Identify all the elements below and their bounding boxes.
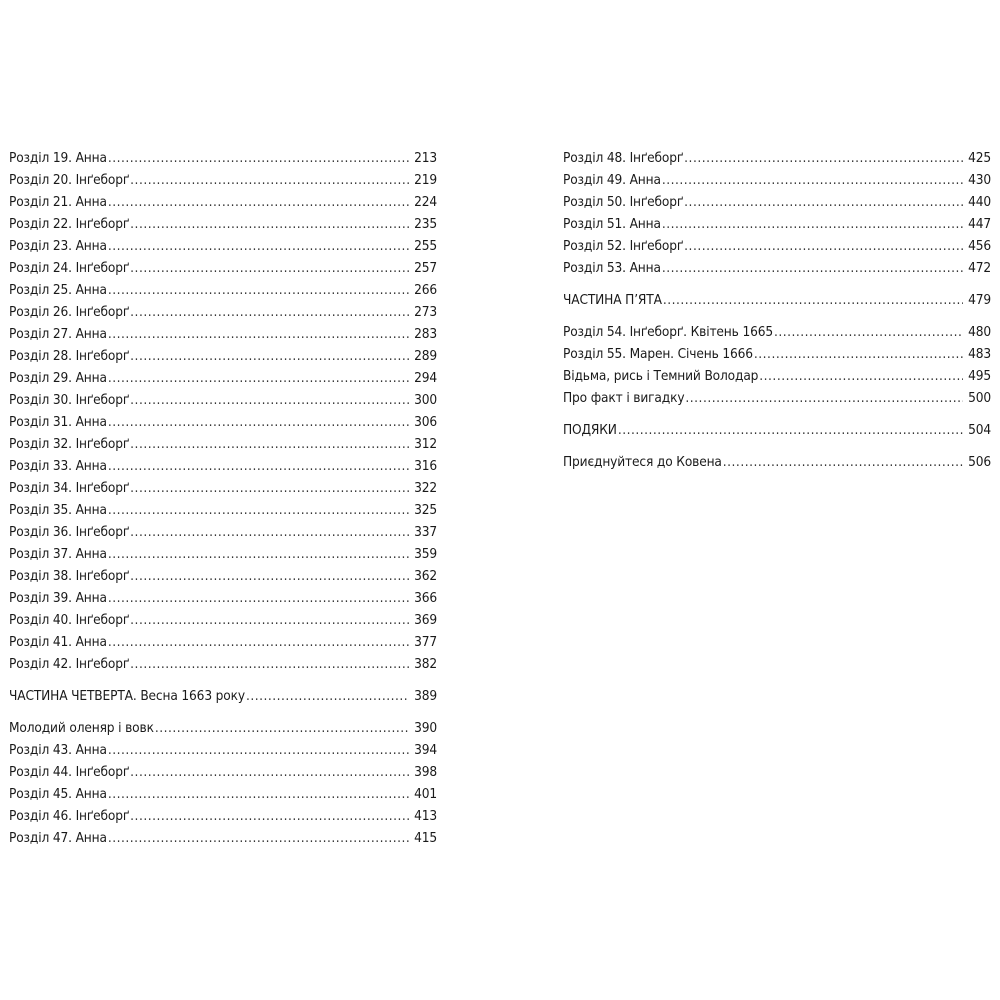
toc-leader-dots — [108, 455, 409, 477]
toc-entry — [9, 169, 437, 191]
toc-entry — [9, 367, 437, 389]
toc-entry-page: 300 — [414, 392, 437, 408]
toc-leader-dots — [130, 213, 409, 235]
toc-entry — [9, 565, 437, 587]
toc-entry-title: Розділ 34. Інґеборґ — [9, 480, 130, 496]
toc-list-right — [563, 147, 991, 473]
toc-entry-title: Розділ 36. Інґеборґ — [9, 524, 130, 540]
toc-entry-title: Розділ 32. Інґеборґ — [9, 436, 130, 452]
toc-entry-page: 322 — [414, 480, 437, 496]
toc-entry-page: 398 — [414, 764, 437, 780]
toc-entry-title: Розділ 30. Інґеборґ — [9, 392, 130, 408]
toc-leader-dots — [108, 147, 409, 169]
toc-part-heading — [9, 685, 437, 707]
toc-entry — [9, 323, 437, 345]
toc-entry-title: Розділ 20. Інґеборґ — [9, 172, 130, 188]
toc-entry-page: 506 — [968, 454, 991, 470]
toc-entry-title: Про факт і вигадку — [563, 390, 685, 406]
toc-leader-dots — [662, 169, 963, 191]
toc-entry-title: Розділ 25. Анна — [9, 282, 107, 298]
toc-entry — [9, 301, 437, 323]
toc-entry-title: Розділ 51. Анна — [563, 216, 661, 232]
toc-entry-page: 413 — [414, 808, 437, 824]
toc-entry-page: 257 — [414, 260, 437, 276]
toc-leader-dots — [108, 367, 409, 389]
toc-leader-dots — [130, 257, 409, 279]
toc-entry-title: Розділ 41. Анна — [9, 634, 107, 650]
toc-entry — [9, 213, 437, 235]
toc-entry-page: 495 — [968, 368, 991, 384]
toc-entry-title: Розділ 29. Анна — [9, 370, 107, 386]
toc-entry-page: 440 — [968, 194, 991, 210]
right-page — [563, 0, 991, 1000]
toc-leader-dots — [108, 235, 409, 257]
toc-leader-dots — [130, 609, 409, 631]
toc-leader-dots — [108, 827, 409, 849]
toc-entry-title: Розділ 35. Анна — [9, 502, 107, 518]
toc-entry-title: Розділ 37. Анна — [9, 546, 107, 562]
toc-leader-dots — [108, 323, 409, 345]
toc-leader-dots — [684, 235, 963, 257]
toc-entry — [563, 213, 991, 235]
toc-entry — [563, 387, 991, 409]
toc-entry-page: 213 — [414, 150, 437, 166]
toc-entry — [563, 147, 991, 169]
toc-entry — [9, 345, 437, 367]
toc-entry-title: Розділ 46. Інґеборґ — [9, 808, 130, 824]
toc-entry-title: ЧАСТИНА ЧЕТВЕРТА. Весна 1663 року — [9, 688, 245, 704]
toc-leader-dots — [108, 587, 409, 609]
toc-leader-dots — [130, 389, 409, 411]
toc-leader-dots — [754, 343, 963, 365]
toc-entry — [9, 147, 437, 169]
toc-leader-dots — [108, 783, 409, 805]
toc-entry-title: Розділ 23. Анна — [9, 238, 107, 254]
toc-entry-page: 312 — [414, 436, 437, 452]
toc-entry-page: 219 — [414, 172, 437, 188]
toc-leader-dots — [108, 411, 409, 433]
toc-entry — [563, 169, 991, 191]
toc-leader-dots — [108, 499, 409, 521]
toc-leader-dots — [130, 169, 409, 191]
toc-entry-title: Розділ 47. Анна — [9, 830, 107, 846]
toc-entry-page: 224 — [414, 194, 437, 210]
toc-entry — [9, 257, 437, 279]
toc-entry — [9, 411, 437, 433]
toc-entry-title: Розділ 44. Інґеборґ — [9, 764, 130, 780]
toc-leader-dots — [663, 289, 963, 311]
toc-leader-dots — [130, 477, 409, 499]
toc-entry-title: Відьма, рись і Темний Володар — [563, 368, 759, 384]
toc-entry-title: ПОДЯКИ — [563, 422, 617, 438]
toc-entry — [9, 631, 437, 653]
toc-entry — [563, 235, 991, 257]
toc-section-heading — [563, 419, 991, 441]
toc-entry-page: 366 — [414, 590, 437, 606]
toc-entry-title: Розділ 26. Інґеборґ — [9, 304, 130, 320]
toc-entry — [9, 717, 437, 739]
toc-leader-dots — [108, 543, 409, 565]
toc-entry-page: 337 — [414, 524, 437, 540]
toc-entry-title: Розділ 31. Анна — [9, 414, 107, 430]
toc-entry-title: Розділ 53. Анна — [563, 260, 661, 276]
toc-entry-title: Розділ 50. Інґеборґ — [563, 194, 684, 210]
toc-entry-title: Розділ 33. Анна — [9, 458, 107, 474]
toc-entry-title: Розділ 52. Інґеборґ — [563, 238, 684, 254]
toc-entry-page: 447 — [968, 216, 991, 232]
toc-leader-dots — [130, 805, 409, 827]
toc-entry-title: Розділ 43. Анна — [9, 742, 107, 758]
toc-leader-dots — [130, 521, 409, 543]
toc-entry-title: Розділ 19. Анна — [9, 150, 107, 166]
toc-entry — [9, 455, 437, 477]
toc-entry-page: 425 — [968, 150, 991, 166]
toc-entry-page: 390 — [414, 720, 437, 736]
toc-entry-title: Розділ 28. Інґеборґ — [9, 348, 130, 364]
toc-entry — [9, 805, 437, 827]
toc-entry-page: 369 — [414, 612, 437, 628]
toc-leader-dots — [685, 387, 963, 409]
toc-entry-title: Розділ 21. Анна — [9, 194, 107, 210]
toc-entry-page: 500 — [968, 390, 991, 406]
toc-entry-title: Розділ 45. Анна — [9, 786, 107, 802]
toc-entry-page: 255 — [414, 238, 437, 254]
toc-entry-page: 401 — [414, 786, 437, 802]
toc-entry — [9, 739, 437, 761]
toc-entry-title: Розділ 24. Інґеборґ — [9, 260, 130, 276]
toc-entry-page: 359 — [414, 546, 437, 562]
toc-entry-page: 273 — [414, 304, 437, 320]
toc-entry-page: 294 — [414, 370, 437, 386]
toc-leader-dots — [774, 321, 963, 343]
toc-leader-dots — [130, 565, 409, 587]
toc-leader-dots — [662, 213, 963, 235]
toc-entry-page: 377 — [414, 634, 437, 650]
toc-entry — [563, 257, 991, 279]
toc-entry-title: Розділ 27. Анна — [9, 326, 107, 342]
toc-entry-title: Розділ 49. Анна — [563, 172, 661, 188]
toc-entry-title: Розділ 42. Інґеборґ — [9, 656, 130, 672]
toc-entry-title: Розділ 48. Інґеборґ — [563, 150, 684, 166]
toc-entry-title: Молодий оленяр і вовк — [9, 720, 154, 736]
toc-entry-title: Розділ 55. Марен. Січень 1666 — [563, 346, 753, 362]
toc-leader-dots — [108, 739, 409, 761]
toc-leader-dots — [130, 433, 409, 455]
left-page — [9, 0, 437, 1000]
toc-entry — [9, 499, 437, 521]
toc-entry — [563, 321, 991, 343]
toc-leader-dots — [618, 419, 963, 441]
toc-entry — [9, 761, 437, 783]
toc-list-left — [9, 147, 437, 849]
toc-entry-page: 283 — [414, 326, 437, 342]
toc-leader-dots — [155, 717, 409, 739]
toc-leader-dots — [684, 191, 963, 213]
toc-entry-page: 382 — [414, 656, 437, 672]
toc-entry-page: 456 — [968, 238, 991, 254]
toc-entry-page: 362 — [414, 568, 437, 584]
toc-entry-page: 389 — [414, 688, 437, 704]
toc-entry — [9, 235, 437, 257]
toc-entry — [563, 191, 991, 213]
toc-entry-title: Розділ 38. Інґеборґ — [9, 568, 130, 584]
toc-leader-dots — [130, 345, 409, 367]
toc-entry-page: 325 — [414, 502, 437, 518]
toc-entry-page: 316 — [414, 458, 437, 474]
toc-leader-dots — [130, 761, 409, 783]
toc-leader-dots — [662, 257, 963, 279]
toc-entry-page: 415 — [414, 830, 437, 846]
toc-part-heading — [563, 289, 991, 311]
toc-entry — [9, 653, 437, 675]
toc-entry — [9, 191, 437, 213]
toc-entry-title: ЧАСТИНА П’ЯТА — [563, 292, 662, 308]
toc-leader-dots — [108, 191, 409, 213]
toc-leader-dots — [723, 451, 963, 473]
toc-leader-dots — [759, 365, 963, 387]
toc-entry-page: 394 — [414, 742, 437, 758]
toc-entry-page: 306 — [414, 414, 437, 430]
toc-entry — [9, 543, 437, 565]
toc-entry — [9, 827, 437, 849]
toc-leader-dots — [246, 685, 409, 707]
toc-entry — [9, 279, 437, 301]
toc-entry-title: Розділ 40. Інґеборґ — [9, 612, 130, 628]
toc-entry — [563, 343, 991, 365]
toc-entry — [9, 389, 437, 411]
toc-entry-page: 504 — [968, 422, 991, 438]
toc-entry — [563, 365, 991, 387]
toc-entry-page: 235 — [414, 216, 437, 232]
toc-entry-title: Розділ 54. Інґеборґ. Квітень 1665 — [563, 324, 773, 340]
toc-entry-title: Приєднуйтеся до Ковена — [563, 454, 722, 470]
toc-entry-title: Розділ 22. Інґеборґ — [9, 216, 130, 232]
toc-entry-page: 289 — [414, 348, 437, 364]
toc-leader-dots — [684, 147, 963, 169]
toc-leader-dots — [108, 279, 409, 301]
toc-entry-title: Розділ 39. Анна — [9, 590, 107, 606]
toc-entry — [9, 477, 437, 499]
toc-entry — [9, 433, 437, 455]
toc-entry-page: 483 — [968, 346, 991, 362]
toc-entry-page: 266 — [414, 282, 437, 298]
toc-leader-dots — [108, 631, 409, 653]
toc-entry-page: 479 — [968, 292, 991, 308]
toc-leader-dots — [130, 301, 409, 323]
toc-entry — [9, 609, 437, 631]
toc-entry-page: 480 — [968, 324, 991, 340]
toc-entry — [9, 587, 437, 609]
toc-entry — [9, 783, 437, 805]
toc-entry — [9, 521, 437, 543]
toc-entry-page: 430 — [968, 172, 991, 188]
toc-entry-page: 472 — [968, 260, 991, 276]
toc-entry — [563, 451, 991, 473]
toc-leader-dots — [130, 653, 409, 675]
